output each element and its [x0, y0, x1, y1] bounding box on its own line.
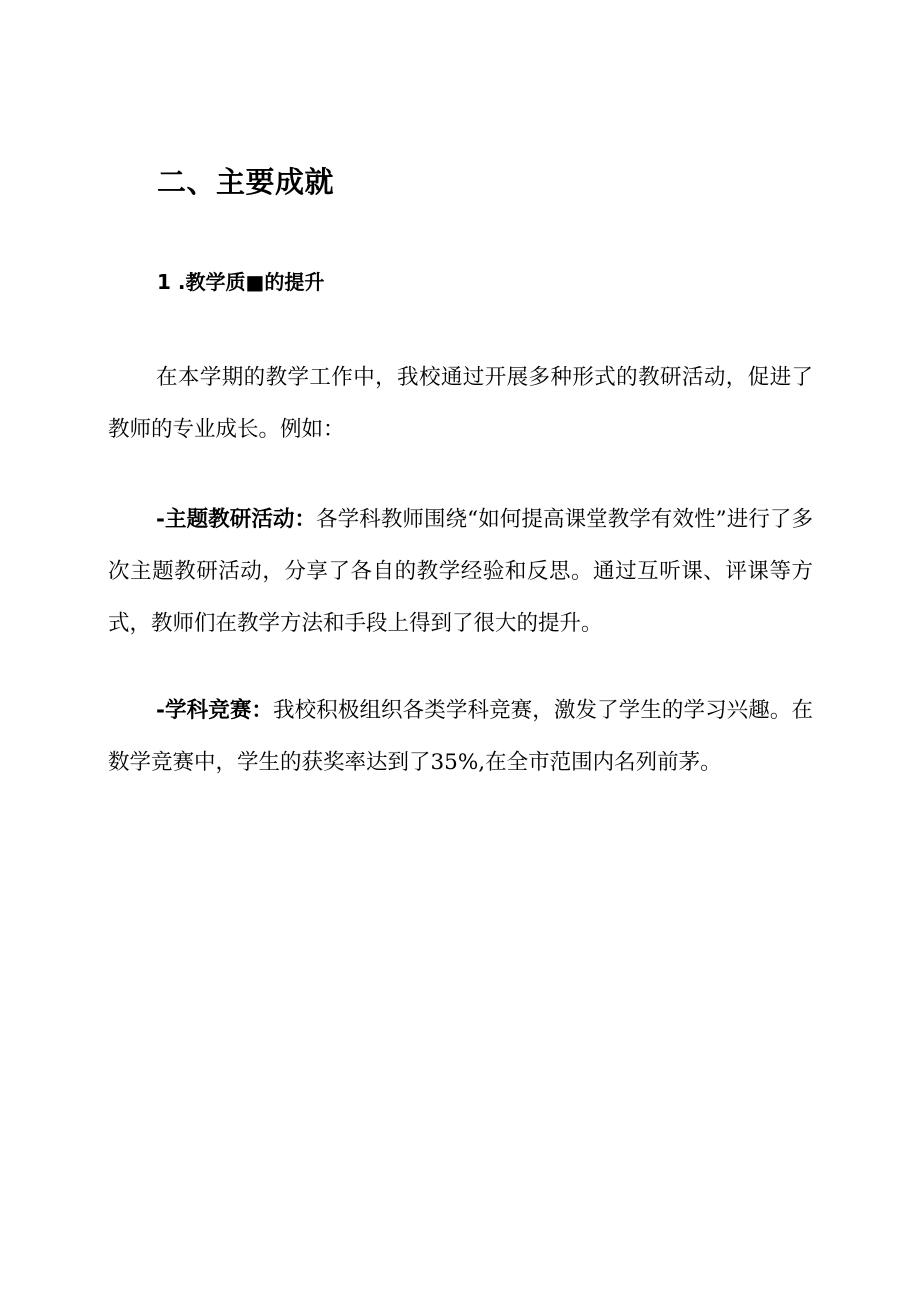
subsection-heading: 1 .教学质■的提升 [157, 270, 325, 294]
competition-lead: -学科竞赛： [156, 698, 274, 723]
competition-paragraph [108, 685, 813, 789]
intro-paragraph: 在本学期的教学工作中，我校通过开展多种形式的教研活动，促进了教师的专业成长。例如： [108, 365, 813, 442]
theme-research-paragraph [108, 494, 813, 650]
theme-research-lead: -主题教研活动： [156, 507, 317, 532]
theme-research-text: 各学科教师围绕“如何提高课堂教学有效性”进行了多次主题教研活动，分享了各自的教学经验和反思。通过互听课、评课等方式，教师们在教学方法和手段上得到了很大的提升。 [108, 507, 813, 636]
section-heading: 二、主要成就 [157, 165, 335, 199]
competition-text: 我校积极组织各类学科竞赛，激发了学生的学习兴趣。在数学竞赛中，学生的获奖率达到了35%,在全市范围内名列前茅。 [108, 698, 813, 775]
